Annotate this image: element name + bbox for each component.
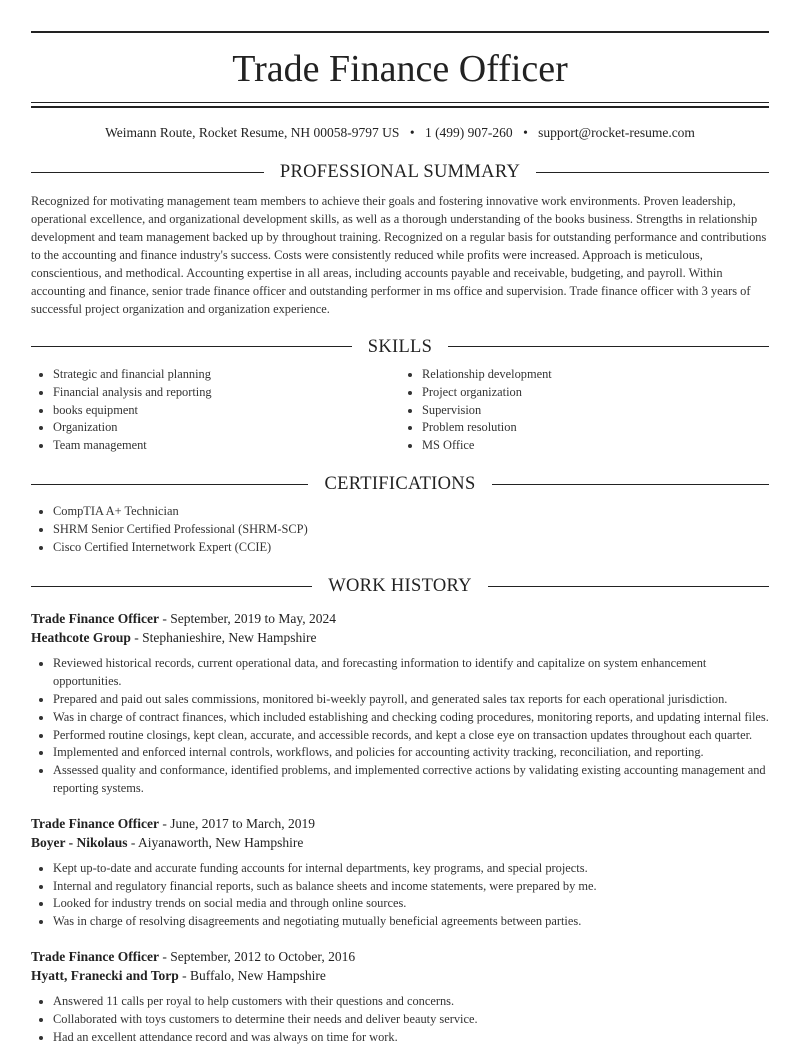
skill-item: • Relationship development	[422, 366, 769, 384]
summary-title: PROFESSIONAL SUMMARY	[279, 162, 521, 182]
job-location: - Stephanieshire, New Hampshire	[130, 630, 317, 646]
job-bullet: • Implemented and enforced internal controls, workflows, and policies for accounting activity tracking, reconciliation, and reporting.	[53, 744, 769, 762]
summary-text: Recognized for motivating management team members to achieve their goals and fostering innovative work environments. Proven leadership, operational excellence, and organizational development skills, as well as a thorough understanding of the books business. Strengths in relationship development and team management backed up by throughout training. Recognized on a regular basis for outstanding performance and contributions to the accounting and finance industry's success. Costs were consistently reduced while profits were increased. Approach is meticulous, conscientious, and methodical. Accounting expertise in all areas, including accounts payable and receivable, budgeting, and payroll. Within accounting and finance, senior trade finance officer and outstanding performer in ms office and supervision. Trade finance officer with 3 years of successful project organization and organization experience.	[31, 193, 767, 316]
certification-item: • CompTIA A+ Technician	[53, 503, 769, 521]
contact-phone: 1 (499) 907-260	[424, 125, 513, 140]
heading-rule	[31, 346, 352, 347]
job-role: Trade Finance Officer	[31, 611, 159, 627]
job-bullets	[31, 860, 769, 931]
job-company-line	[31, 833, 769, 852]
job-company-line	[31, 966, 769, 985]
job-bullet: • Assessed quality and conformance, identified problems, and implemented corrective actions by validating existing accounting management and reporting systems.	[53, 762, 769, 798]
skills-left-list	[31, 366, 400, 455]
job-role: Trade Finance Officer	[31, 948, 159, 964]
job-company: Boyer - Nikolaus	[31, 834, 128, 850]
job-dates: - September, 2012 to October, 2016	[158, 948, 356, 964]
skill-item: • Problem resolution	[422, 419, 769, 437]
job-entry	[31, 947, 769, 1046]
work-title: WORK HISTORY	[328, 575, 472, 596]
job-bullet: • Answered 11 calls per royal to help customers with their questions and concerns.	[53, 993, 769, 1011]
certification-item: • Cisco Certified Internetwork Expert (CCIE)	[53, 539, 769, 557]
job-bullet: • Prepared and paid out sales commissions, monitored bi-weekly payroll, and generated sales tax reports for each operational jurisdiction.	[53, 691, 769, 709]
heading-rule	[536, 172, 769, 173]
skills-title: SKILLS	[367, 336, 433, 357]
job-role-line	[31, 814, 769, 833]
summary-heading	[31, 163, 769, 182]
job-company: Heathcote Group	[31, 630, 131, 646]
contact-email: support@rocket-resume.com	[538, 125, 695, 140]
job-bullet: • Collaborated with toys customers to determine their needs and deliver beauty service.	[53, 1011, 769, 1029]
resume-title: Trade Finance Officer	[232, 48, 568, 90]
skills-columns	[31, 366, 769, 455]
job-dates: - September, 2019 to May, 2024	[158, 611, 337, 627]
job-location: - Buffalo, New Hampshire	[178, 967, 326, 983]
skill-item: • Team management	[53, 437, 400, 455]
skill-item: • MS Office	[422, 437, 769, 455]
job-bullet: • Internal and regulatory financial reports, such as balance sheets and income statements, were prepared by me.	[53, 878, 769, 896]
contact-line	[31, 125, 769, 141]
certifications-title: CERTIFICATIONS	[324, 473, 476, 494]
job-role: Trade Finance Officer	[31, 815, 159, 831]
skill-item: • Financial analysis and reporting	[53, 384, 400, 402]
job-bullet: • Had an excellent attendance record and was always on time for work.	[53, 1029, 769, 1046]
job-bullets	[31, 655, 769, 797]
job-bullets	[31, 993, 769, 1046]
heading-rule	[31, 172, 264, 173]
job-bullet: • Performed routine closings, kept clean, accurate, and accessible records, and kept a close eye on transaction updates throughout each quarter.	[53, 727, 769, 745]
resume-page	[31, 0, 769, 1046]
contact-separator: •	[523, 125, 528, 140]
skill-item: • books equipment	[53, 402, 400, 420]
job-company-line	[31, 628, 769, 647]
skill-item: • Strategic and financial planning	[53, 366, 400, 384]
skill-item: • Project organization	[422, 384, 769, 402]
contact-address: Weimann Route, Rocket Resume, NH 00058-9797 US	[105, 125, 400, 140]
skills-right-list	[400, 366, 769, 455]
certifications-heading	[31, 475, 769, 494]
top-rule	[31, 31, 769, 33]
heading-rule	[488, 586, 769, 587]
job-role-line	[31, 609, 769, 628]
skill-item: • Supervision	[422, 402, 769, 420]
heading-rule	[31, 586, 312, 587]
skills-heading	[31, 338, 769, 357]
certification-item: • SHRM Senior Certified Professional (SHRM-SCP)	[53, 521, 769, 539]
job-bullet: • Looked for industry trends on social media and through online sources.	[53, 895, 769, 913]
skill-item: • Organization	[53, 419, 400, 437]
job-entry	[31, 609, 769, 797]
job-role-line	[31, 947, 769, 966]
certifications-list	[31, 503, 769, 556]
job-location: - Aiyanaworth, New Hampshire	[127, 834, 304, 850]
heading-rule	[448, 346, 769, 347]
heading-rule	[31, 484, 308, 485]
work-heading	[31, 577, 769, 596]
job-entry	[31, 814, 769, 931]
job-bullet: • Reviewed historical records, current operational data, and forecasting information to identify and capitalize on system enhancement opportunities.	[53, 655, 769, 691]
job-bullet: • Was in charge of resolving disagreements and negotiating mutually beneficial agreements between parties.	[53, 913, 769, 931]
job-company: Hyatt, Franecki and Torp	[31, 967, 179, 983]
job-bullet: • Was in charge of contract finances, which included establishing and checking coding procedures, monitoring reports, and updating internal files.	[53, 709, 769, 727]
job-bullet: • Kept up-to-date and accurate funding accounts for internal departments, key programs, and special projects.	[53, 860, 769, 878]
job-dates: - June, 2017 to March, 2019	[158, 815, 315, 831]
contact-separator: •	[409, 125, 415, 140]
title-double-rule	[31, 102, 769, 108]
heading-rule	[492, 484, 769, 485]
